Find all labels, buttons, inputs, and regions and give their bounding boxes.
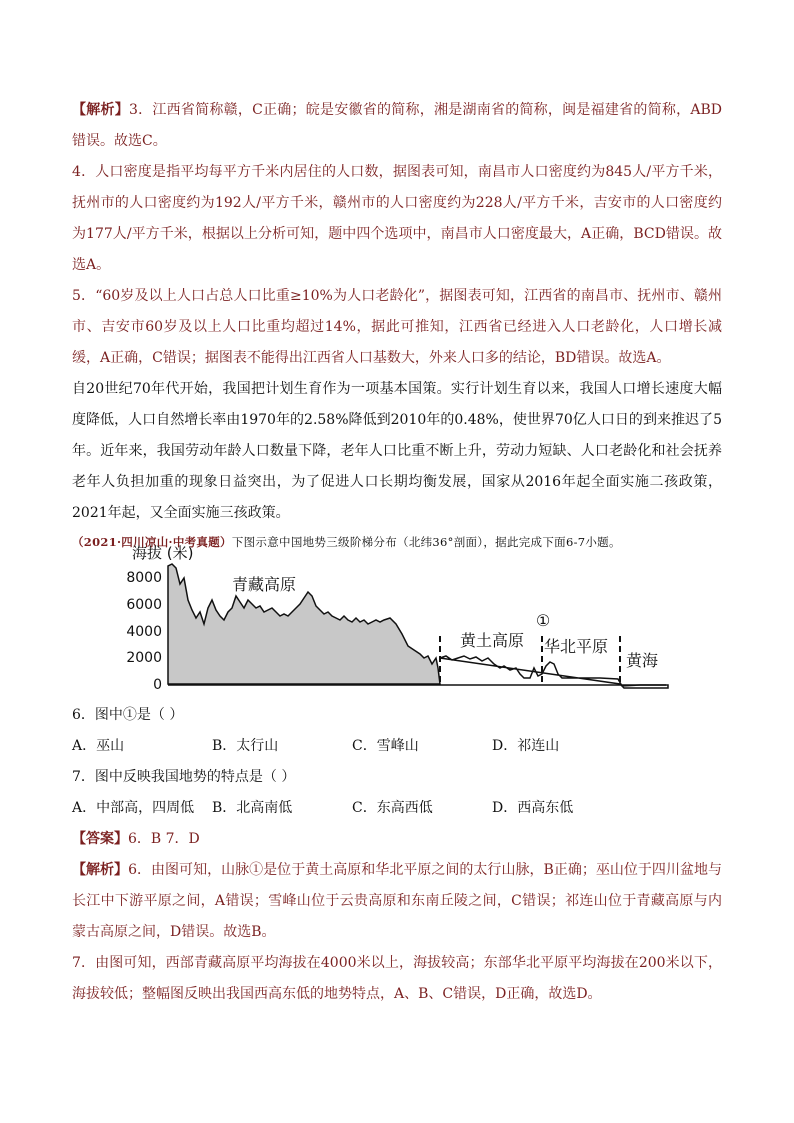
explanation-6-text: 6．由图可知，山脉①是位于黄土高原和华北平原之间的太行山脉，B正确；巫山位于四川盆地与长江中下游平原之间，A错误；雪峰山位于云贵高原和东南丘陵之间，C错误；祁连山位于青藏高原与内蒙古高原之间，D错误。故选B。: [72, 862, 722, 940]
q7-option-a: A．中部高，四周低: [72, 800, 195, 816]
q7-option-c: C．东高西低: [352, 800, 433, 816]
y-tick-2000: 2000: [126, 650, 162, 666]
mountain-marker: ①: [535, 611, 551, 630]
explanation-tag-6: 【解析】: [72, 862, 129, 878]
explanation-3: [72, 95, 722, 157]
q6-option-a: A．巫山: [72, 738, 125, 754]
y-tick-6000: 6000: [126, 597, 162, 613]
question-7-options: [72, 793, 722, 824]
question-7-stem: 7．图中反映我国地势的特点是（ ）: [72, 769, 296, 785]
region-label-north-china-plain: 华北平原: [544, 637, 609, 656]
questions-section: [72, 700, 722, 1010]
answer-text: 6．B 7．D: [128, 831, 200, 847]
explanation-5: 5．“60岁及以上人口占总人口比重≥10%为人口老龄化”，据图表可知，江西省的南昌市、抚州市、赣州市、吉安市60岁及以上人口比重均超过14%，据此可推知，江西省已经进入人口老龄化，人口增长减缓，A正确，C错误；据图表不能得出江西省人口基数大，外来人口多的结论，BD错误。故选A。: [72, 288, 722, 366]
explanation-4: 4．人口密度是指平均每平方千米内居住的人口数，据图表可知，南昌市人口密度约为845人/平方千米，抚州市的人口密度约为192人/平方千米，赣州市的人口密度约为228人/平方千米，吉安市的人口密度约为177人/平方千米，根据以上分析可知，题中四个选项中，南昌市人口密度最大，A正确，BCD错误。故选A。: [72, 164, 722, 273]
q6-option-d: D．祁连山: [492, 738, 560, 754]
question-6-stem: 6．图中①是（ ）: [72, 707, 184, 723]
q6-option-b: B．太行山: [212, 738, 279, 754]
terrain-profile-figure: [120, 538, 680, 698]
source-text: 下图示意中国地势三级阶梯分布（北纬36°剖面），据此完成下面6-7小题。: [231, 535, 621, 549]
explanation-6: [72, 855, 722, 948]
explanation-tag: 【解析】: [72, 102, 129, 118]
region-label-loess: 黄土高原: [460, 631, 525, 650]
q6-option-c: C．雪峰山: [352, 738, 419, 754]
y-tick-0: 0: [153, 677, 162, 693]
answer-line: [72, 824, 722, 855]
source-tag: （2021·四川凉山·中考真题）: [72, 535, 232, 549]
region-label-yellow-sea: 黄海: [626, 651, 659, 670]
y-axis-label: 海拔 (米): [132, 544, 194, 562]
region-label-qinghai-tibet: 青藏高原: [232, 575, 297, 594]
answer-tag: 【答案】: [72, 831, 128, 847]
document-body: [72, 95, 722, 551]
qinghai-tibet-area: [168, 564, 440, 684]
explanation-text: 3．江西省简称赣，C正确；皖是安徽省的简称，湘是湖南省的简称，闽是福建省的简称，ABD错误。故选C。: [72, 102, 722, 149]
q7-option-b: B．北高南低: [212, 800, 293, 816]
explanation-7: 7．由图可知，西部青藏高原平均海拔在4000米以上，海拔较高；东部华北平原平均海拔在200米以下，海拔较低；整幅图反映出我国西高东低的地势特点，A、B、C错误，D正确，故选D。: [72, 955, 722, 1002]
y-tick-4000: 4000: [126, 624, 162, 640]
question-6-options: [72, 731, 722, 762]
intro-paragraph: 自20世纪70年代开始，我国把计划生育作为一项基本国策。实行计划生育以来，我国人口增长速度大幅度降低，人口自然增长率由1970年的2.58%降低到2010年的0.48%，使世界70亿人口日的到来推迟了5年。近年来，我国劳动年龄人口数量下降，老年人口比重不断上升，劳动力短缺、人口老龄化和社会抚养老年人负担加重的现象日益突出，为了促进人口长期均衡发展，国家从2016年起全面实施二孩政策，2021年起，又全面实施三孩政策。: [72, 381, 722, 521]
y-tick-8000: 8000: [126, 570, 162, 586]
q7-option-d: D．西高东低: [492, 800, 574, 816]
